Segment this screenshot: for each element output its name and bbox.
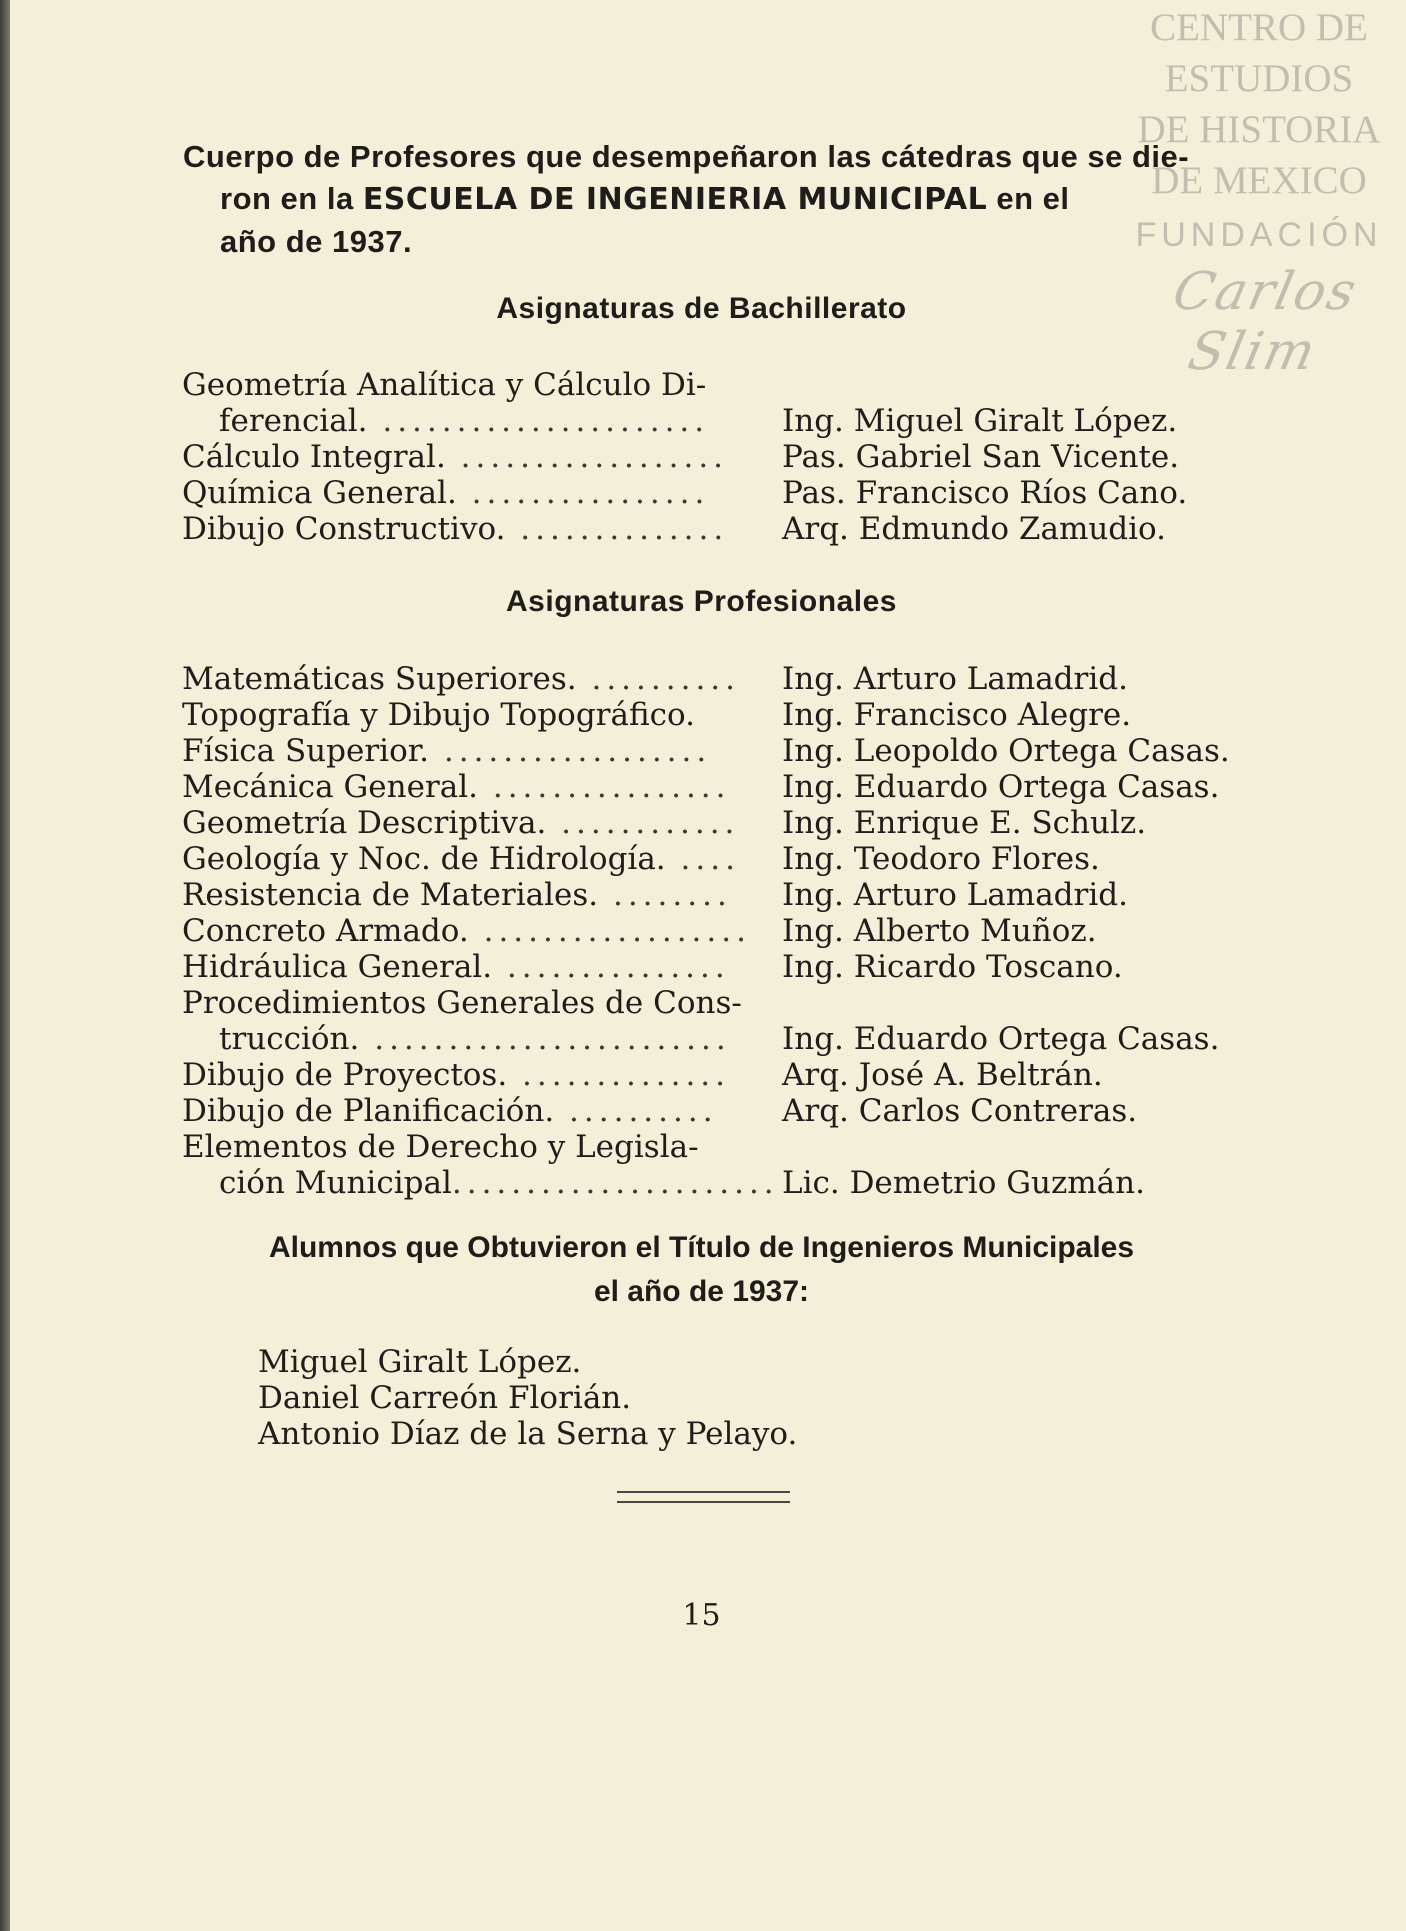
- subject-text: Resistencia de Materiales.: [182, 877, 599, 913]
- heading-line-2-pre: ron en la: [220, 181, 363, 216]
- graduate-name: Miguel Giralt López.: [258, 1344, 582, 1380]
- subject-text: Topografía y Dibujo Topográfico.: [182, 697, 695, 733]
- school-name: ESCUELA DE INGENIERIA MUNICIPAL: [362, 182, 988, 217]
- subject-row: [182, 511, 1282, 547]
- subject-text: Hidráulica General.: [182, 949, 493, 985]
- subject-name: [219, 1021, 742, 1057]
- professor-name: Arq. Edmundo Zamudio.: [782, 511, 1167, 547]
- subject-name: [182, 733, 742, 769]
- subject-name: [182, 1057, 742, 1093]
- graduates-title-line-1: Alumnos que Obtuvieron el Título de Ingenieros Municipales: [268, 1231, 1135, 1264]
- leader-dots: ..............: [505, 511, 729, 547]
- heading-line-1: Cuerpo de Profesores que desempeñaron las cátedras que se die-: [183, 139, 1190, 174]
- leader-dots: ..................: [429, 733, 712, 769]
- subject-text: Elementos de Derecho y Legisla-: [182, 1129, 699, 1165]
- subject-name: [182, 439, 742, 475]
- subject-text: Dibujo Constructivo.: [182, 511, 506, 547]
- profesionales-title: Asignaturas Profesionales: [506, 585, 897, 618]
- leader-dots: ................: [478, 769, 731, 805]
- subject-row: [182, 769, 1282, 805]
- graduates-title: [0, 1226, 1403, 1314]
- leader-dots: ..................: [445, 439, 729, 475]
- page-heading: [183, 136, 1243, 263]
- professor-name: Ing. Enrique E. Schulz.: [782, 805, 1147, 841]
- subject-row: [182, 949, 1282, 985]
- subject-row: [182, 439, 1282, 475]
- subject-row: [182, 697, 1282, 733]
- subject-name: [219, 1165, 779, 1201]
- leader-dots: ........................: [359, 1021, 731, 1057]
- subject-text: ción Municipal: [219, 1165, 452, 1201]
- subject-text: Mecánica General.: [182, 769, 478, 805]
- subject-row: [182, 877, 1282, 913]
- subject-text: Geología y Noc. de Hidrología.: [182, 841, 666, 877]
- professor-name: Ing. Eduardo Ortega Casas.: [782, 1021, 1220, 1057]
- subject-name: [182, 697, 742, 733]
- subject-row: [182, 1093, 1282, 1129]
- subject-name: [219, 403, 742, 439]
- professor-name: Ing. Teodoro Flores.: [782, 841, 1100, 877]
- double-rule-divider: [617, 1491, 790, 1503]
- subject-name: [182, 985, 742, 1021]
- subject-name: [182, 367, 742, 403]
- subject-row: [182, 367, 1282, 403]
- subject-text: Física Superior.: [182, 733, 430, 769]
- subject-row: [182, 805, 1282, 841]
- leader-dots: ....: [665, 841, 740, 877]
- subject-text: Dibujo de Proyectos.: [182, 1057, 508, 1093]
- professor-name: Ing. Eduardo Ortega Casas.: [782, 769, 1220, 805]
- watermark-line: CENTRO DE: [1150, 6, 1368, 49]
- professor-name: Pas. Francisco Ríos Cano.: [782, 475, 1188, 511]
- heading-line-3: año de 1937.: [220, 224, 413, 259]
- bachillerato-title: Asignaturas de Bachillerato: [496, 292, 907, 325]
- leader-dots: ..............: [507, 1057, 731, 1093]
- graduates-title-line-2: el año de 1937:: [593, 1275, 810, 1308]
- watermark-line: ESTUDIOS: [1164, 57, 1354, 100]
- subject-text: Dibujo de Planificación.: [182, 1093, 555, 1129]
- leader-dots: ...............: [492, 949, 730, 985]
- graduate-name: Daniel Carreón Florián.: [258, 1380, 632, 1416]
- professor-name: Lic. Demetrio Guzmán.: [782, 1165, 1145, 1201]
- subject-row: [182, 475, 1282, 511]
- bachillerato-list: [182, 367, 1282, 547]
- heading-line-2-post: en el: [987, 181, 1070, 216]
- subject-row: [182, 1021, 1282, 1057]
- subject-name: [182, 1093, 742, 1129]
- professor-name: Arq. Carlos Contreras.: [782, 1093, 1138, 1129]
- subject-name: [182, 913, 751, 949]
- subject-row: [182, 403, 1282, 439]
- professor-name: Ing. Francisco Alegre.: [782, 697, 1132, 733]
- leader-dots: ......................: [367, 403, 710, 439]
- subject-text: Procedimientos Generales de Cons-: [182, 985, 742, 1021]
- subject-name: [182, 1129, 742, 1165]
- scan-edge: [0, 0, 10, 1931]
- profesionales-list: [182, 661, 1282, 1201]
- subject-name: [182, 805, 742, 841]
- leader-dots: ................: [456, 475, 710, 511]
- leader-dots: ..........: [554, 1093, 718, 1129]
- subject-name: [182, 841, 742, 877]
- subject-text: ferencial.: [219, 403, 368, 439]
- graduates-list: [258, 1344, 797, 1452]
- graduate-name: Antonio Díaz de la Serna y Pelayo.: [258, 1416, 798, 1452]
- subject-row: [182, 985, 1282, 1021]
- subject-text: Geometría Analítica y Cálculo Di-: [182, 367, 707, 403]
- subject-name: [182, 949, 742, 985]
- professor-name: Ing. Arturo Lamadrid.: [782, 661, 1128, 697]
- page-number: 15: [682, 1598, 721, 1633]
- subject-row: [182, 1165, 1282, 1201]
- leader-dots: ............: [546, 805, 740, 841]
- leader-dots: ..................: [468, 913, 751, 949]
- watermark-line: DE HISTORIA: [1137, 108, 1381, 151]
- watermark-fundacion: FUNDACIÓN: [1135, 216, 1383, 254]
- professor-name: Ing. Ricardo Toscano.: [782, 949, 1123, 985]
- subject-row: [182, 733, 1282, 769]
- subject-text: Matemáticas Superiores.: [182, 661, 577, 697]
- subject-name: [182, 511, 742, 547]
- professor-name: Arq. José A. Beltrán.: [782, 1057, 1103, 1093]
- professor-name: Ing. Arturo Lamadrid.: [782, 877, 1128, 913]
- professor-name: Ing. Leopoldo Ortega Casas.: [782, 733, 1230, 769]
- subject-text: Geometría Descriptiva.: [182, 805, 547, 841]
- subject-row: [182, 1129, 1282, 1165]
- subject-name: [182, 475, 742, 511]
- watermark-signature: Carlos Slim: [1167, 262, 1363, 382]
- leader-dots: ..........: [576, 661, 741, 697]
- professor-name: Ing. Alberto Muñoz.: [782, 913, 1097, 949]
- watermark-line: DE MEXICO: [1151, 159, 1367, 202]
- subject-name: [182, 877, 742, 913]
- subject-row: [182, 913, 1282, 949]
- subject-row: [182, 661, 1282, 697]
- subject-text: Concreto Armado.: [182, 913, 469, 949]
- professor-name: Pas. Gabriel San Vicente.: [782, 439, 1180, 475]
- subject-text: Química General.: [182, 475, 457, 511]
- professor-name: Ing. Miguel Giralt López.: [782, 403, 1178, 439]
- subject-text: Cálculo Integral.: [182, 439, 446, 475]
- subject-row: [182, 841, 1282, 877]
- leader-dots: ......................: [451, 1165, 779, 1201]
- subject-name: [182, 769, 742, 805]
- subject-text: trucción.: [219, 1021, 360, 1057]
- subject-row: [182, 1057, 1282, 1093]
- subject-name: [182, 661, 742, 697]
- heading-line-2: [183, 178, 1243, 221]
- leader-dots: ........: [598, 877, 732, 913]
